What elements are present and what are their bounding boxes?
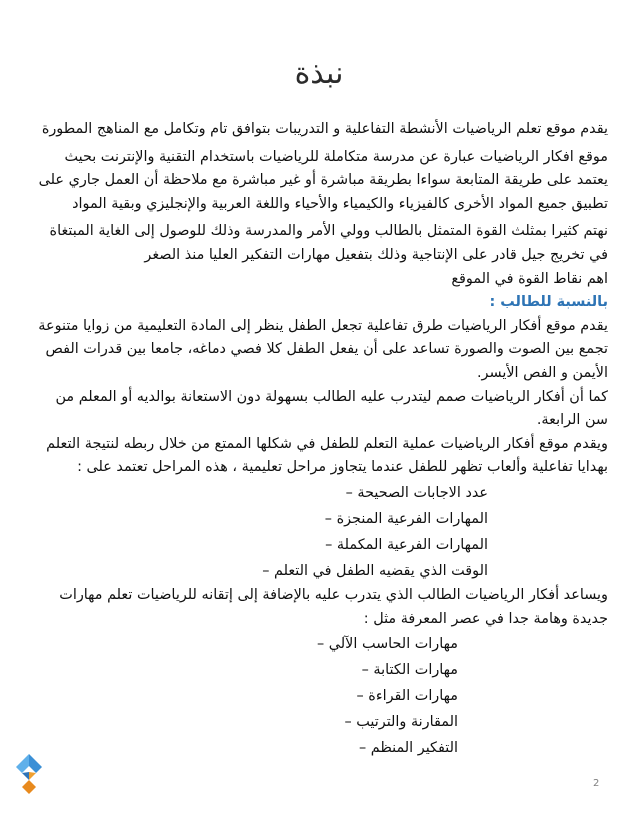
list-item: المهارات الفرعية المنجزة – bbox=[324, 510, 488, 527]
paragraph-intro: يقدم موقع تعلم الرياضيات الأنشطة التفاعلية و التدريبات بتوافق تام وتكامل مع المناهج المطورة bbox=[41, 121, 608, 137]
diamond-logo-icon bbox=[14, 752, 44, 796]
paragraph-school: موقع افكار الرياضيات عبارة عن مدرسة متكاملة للرياضيات باستخدام التقنية والإنترنت بحيث يعتمد على طريقة المتابعة سواءا بطريقة مباشرة أو غير مباشرة مع ملاحظة أن العمل جاري على تطبيق جميع المواد الأخرى كالفيزياء والكيمياء والأحياء واللغة العربية والإنجليزي وبقية المواد bbox=[38, 148, 608, 212]
paragraph-rewards: ويقدم موقع أفكار الرياضيات عملية التعلم للطفل في شكلها الممتع من خلال ربطه لنتيجة التعلم بهدايا تفاعلية وألعاب تظهر للطفل عندما يتجاوز مراحل تعليمية ، هذه المراحل تعتمد على : bbox=[46, 435, 608, 476]
list-item: المقارنة والترتيب – bbox=[344, 714, 458, 731]
paragraph-self-training: كما أن أفكار الرياضيات صمم ليتدرب عليه الطالب بسهولة دون الاستعانة بوالديه أو المعلم من سن الرابعة. bbox=[55, 388, 608, 429]
list-item: مهارات الحاسب الآلي – bbox=[317, 636, 458, 653]
stages-list bbox=[34, 480, 608, 584]
paragraph-strengths: اهم نقاط القوة في الموقع bbox=[451, 270, 608, 287]
paragraph-skills: ويساعد أفكار الرياضيات الطالب الذي يتدرب عليه بالإضافة إلى إتقانه للرياضيات تعلم مهارات جديدة وهامة جدا في عصر المعرفة مثل : bbox=[59, 586, 608, 627]
page-number: 2 bbox=[593, 778, 600, 789]
list-item: التفكير المنظم – bbox=[358, 740, 458, 757]
page-title: نبذة bbox=[294, 56, 344, 91]
list-item: عدد الاجابات الصحيحة – bbox=[345, 484, 488, 501]
subheading-student: بالنسبة للطالب : bbox=[489, 294, 608, 311]
list-item: مهارات القراءة – bbox=[356, 688, 458, 705]
document-body bbox=[34, 118, 608, 761]
list-item: المهارات الفرعية المكملة – bbox=[325, 536, 488, 553]
skills-list bbox=[34, 631, 608, 761]
paragraph-triangle: نهتم كثيرا بمثلث القوة المتمثل بالطالب وولي الأمر والمدرسة وذلك للوصول إلى الغاية المبتغاة في تخريج جيل قادر على الإنتاجية وذلك بتفعيل مهارات التفكير العليا منذ الصغر bbox=[49, 223, 608, 263]
list-item: الوقت الذي يقضيه الطفل في التعلم – bbox=[262, 562, 488, 579]
list-item: مهارات الكتابة – bbox=[361, 662, 458, 679]
paragraph-interactive: يقدم موقع أفكار الرياضيات طرق تفاعلية تجعل الطفل ينظر إلى المادة التعليمية من زوايا متنوعة تجمع بين الصوت والصورة تساعد على أن يفعل الطفل كلا فصي دماغه، جامعا بين قدرات الفص الأيمن و الفص الأيسر. bbox=[38, 317, 608, 381]
